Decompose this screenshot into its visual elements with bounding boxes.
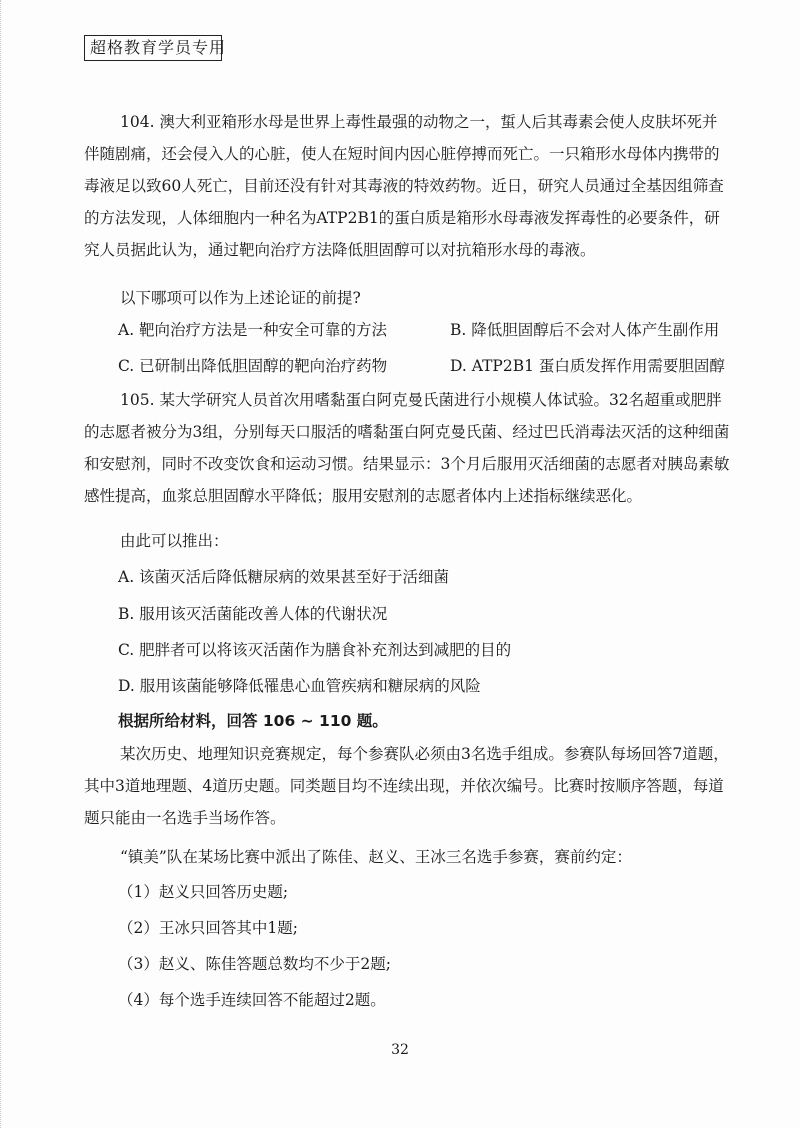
question-105-ask-text: 由此可以推出：	[120, 532, 229, 550]
question-104-options-row-1	[118, 314, 730, 346]
scan-edge	[0, 0, 6, 1128]
question-105-option-b: B. 服用该灭活菌能改善人体的代谢状况	[118, 605, 388, 623]
question-105-stem	[84, 384, 730, 512]
question-105-ask	[84, 525, 730, 557]
section-heading: 根据所给材料，回答 106 ~ 110 题。	[118, 712, 388, 730]
page-number: 32	[391, 1042, 409, 1058]
section-material	[84, 738, 730, 834]
rule-item: （3）赵义、陈佳答题总数均不少于2题;	[118, 955, 391, 973]
rule-item: （1）赵义只回答历史题;	[118, 883, 289, 901]
question-104-option-b: B. 降低胆固醇后不会对人体产生副作用	[450, 321, 720, 339]
question-104-text: 104. 澳大利亚箱形水母是世界上毒性最强的动物之一，蜇人后其毒素会使人皮肤坏死并伴随剧痛，还会侵入人的心脏，使人在短时间内因心脏停搏而死亡。一只箱形水母体内携带的毒液足以致60人死亡，目前还没有针对其毒液的特效药物。近日，研究人员通过全基因组筛查的方法发现，人体细胞内一种名为ATP2B1的蛋白质是箱形水母毒液发挥毒性的必要条件，研究人员据此认为，通过靶向治疗方法降低胆固醇可以对抗箱形水母的毒液。	[84, 113, 724, 259]
question-105-option-a: A. 该菌灭活后降低糖尿病的效果甚至好于活细菌	[118, 568, 450, 586]
question-104-option-d: D. ATP2B1 蛋白质发挥作用需要胆固醇	[450, 357, 725, 375]
section-material-text: 某次历史、地理知识竞赛规定，每个参赛队必须由3名选手组成。参赛队每场回答7道题，其中3道地理题、4道历史题。同类题目均不连续出现，并依次编号。比赛时按顺序答题，每道题只能由一名选手当场作答。	[84, 745, 729, 827]
question-105-option-d: D. 服用该菌能够降低罹患心血管疾病和糖尿病的风险	[118, 677, 481, 695]
rule-item: （4）每个选手连续回答不能超过2题。	[118, 991, 386, 1009]
rule-item: （2）王冰只回答其中1题;	[118, 919, 298, 937]
question-104-options-row-2	[118, 350, 730, 382]
question-104-ask-text: 以下哪项可以作为上述论证的前提?	[120, 289, 361, 307]
question-104-stem	[84, 106, 730, 266]
question-104-option-c: C. 已研制出降低胆固醇的靶向治疗药物	[118, 357, 388, 375]
team-intro	[84, 841, 730, 873]
question-105-option-c: C. 肥胖者可以将该灭活菌作为膳食补充剂达到减肥的目的	[118, 641, 512, 659]
question-104-option-a: A. 靶向治疗方法是一种安全可靠的方法	[118, 321, 388, 339]
header-label: 超格教育学员专用	[84, 35, 222, 61]
team-intro-text: “镇美”队在某场比赛中派出了陈佳、赵义、王冰三名选手参赛，赛前约定：	[120, 848, 632, 866]
question-104-ask	[84, 282, 730, 314]
question-105-text: 105. 某大学研究人员首次用嗜黏蛋白阿克曼氏菌进行小规模人体试验。32名超重或肥胖的志愿者被分为3组，分别每天口服活的嗜黏蛋白阿克曼氏菌、经过巴氏消毒法灭活的这种细菌和安慰剂，同时不改变饮食和运动习惯。结果显示：3个月后服用灭活细菌的志愿者对胰岛素敏感性提高，血浆总胆固醇水平降低；服用安慰剂的志愿者体内上述指标继续恶化。	[84, 391, 730, 505]
